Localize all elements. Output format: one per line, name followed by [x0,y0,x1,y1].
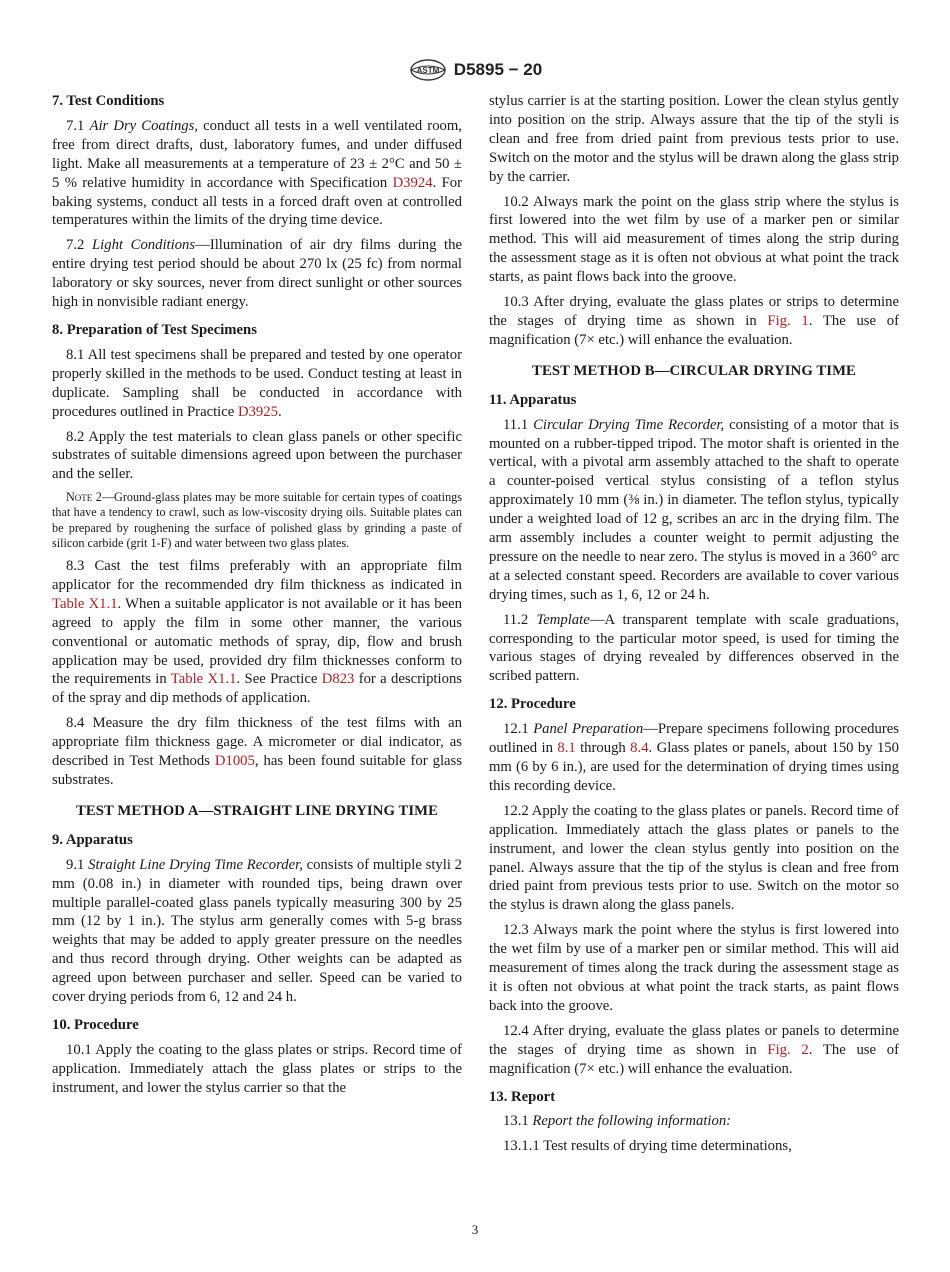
paragraph-12-4: 12.4 After drying, evaluate the glass plates or panels to determine the stages of drying time as shown in Fig. 2. The use of magnification (7× etc.) will enhance the evaluation. [489,1022,899,1077]
paragraph-10-1-continued: stylus carrier is at the starting position. Lower the clean stylus gently into position on the strip. Always assure that the tip of the styli is clean and free from dried paint from previous tests prior to use. Switch on the motor and the stylus will be drawn along the glass strip by the carrier. [489,93,899,185]
ref-d3925-link[interactable]: D3925 [237,403,278,420]
svg-text:ASTM: ASTM [416,66,440,75]
paragraph-12-2: 12.2 Apply the coating to the glass plates or panels. Record time of application. Immediately attach the glass plates or panels to the instrument, and lower the clean stylus gently into position on the panel. Always assure that the tip of the stylus is clean and free from dried paint from previous tests prior to use. Switch on the motor so the stylus is drawn along the glass panels. [489,802,899,914]
paragraph-7-1: 7.1 Air Dry Coatings, conduct all tests in a well ventilated room, free from direct drafts, dust, laboratory fumes, and under diffused light. Make all measurements at a temperature of 23 ± 2°C and 50 ± 5 % relative humidity in accordance with Specification D3924. For baking systems, conduct all tests in a forced draft oven at controlled temperatures within the limits of the drying time device. [52,117,462,229]
section-11-title: 11. Apparatus [489,391,577,408]
paragraph-8-2: 8.2 Apply the test materials to clean glass panels or other specific substrates of suitable dimensions agreed upon between the purchaser and the seller. [52,428,462,483]
right-column [489,92,899,1162]
paragraph-8-4: 8.4 Measure the dry film thickness of the test films with an appropriate film thickness gage. A micrometer or dial indicator, as described in Test Methods D1005, has been found suitable for glass substrates. [52,715,462,788]
section-9-title: 9. Apparatus [52,831,133,848]
paragraph-9-1: 9.1 Straight Line Drying Time Recorder, consists of multiple styli 2 mm (0.08 in.) in diameter with rounded tips, being drawn over multiple parallel-coated glass panels typically measuring 300 by 25 mm (12 by 1 in.). The stylus arm generally comes with 5-g brass weights that may be added to apply greater pressure on the needles and thus record through drying. Other weights can be adapted as agreed upon between purchaser and seller. Speed can be varied to cover drying periods from 6, 12 and 24 h. [52,856,463,1006]
section-10-title: 10. Procedure [52,1016,139,1033]
ref-d3924-link[interactable]: D3924 [392,174,433,191]
ref-8-4-link[interactable]: 8.4 [630,740,649,757]
note-2: Note 2—Ground-glass plates may be more suitable for certain types of coatings that have a tendency to crawl, such as low-viscosity drying oils. Suitable plates can be prepared by roughening the surface of polished glass by grinding a paste of silicon carbide (grit 1-F) and water between two glass plates. [52,490,462,550]
paragraph-11-1: 11.1 Circular Drying Time Recorder, consisting of a motor that is mounted on a rubber-tipped tripod. The motor shaft is oriented in the vertical, with a pivotal arm assembly attached to the shaft to operate a counter-poised vertical stylus consisting of a teflon stylus approximately 10 mm (⅜ in.) in diameter. The teflon stylus, typically under a weighted load of 12 g, scribes an arc in the drying film. The arm assembly includes a counter weight to permit adjusting the pressure on the needle to near zero. The stylus is moved in a 360° arc at a selected constant speed. Recorders are available to cover various drying times, such as 1, 6, 12 or 24 h. [489,416,899,603]
astm-logo-icon [408,58,448,82]
paragraph-7-2: 7.2 Light Conditions—Illumination of air dry films during the entire drying test period should be about 270 lx (25 fc) from normal laboratory or sky sources, never from direct sunlight or other sources high in nonvisible radiant energy. [52,237,462,311]
ref-d1005-link[interactable]: D1005 [214,753,255,770]
ref-table-x1-1-link[interactable]: Table X1.1 [52,595,118,612]
page-number: 3 [471,1222,479,1237]
document-designation: D5895 − 20 [453,60,543,79]
ref-8-1-link[interactable]: 8.1 [557,740,576,757]
paragraph-11-2: 11.2 Template—A transparent template with scale graduations, corresponding to the particular motor speed, is used for timing the various stages of drying revealed by differences observed in the scribed pattern. [489,611,899,685]
paragraph-13-1-1: 13.1.1 Test results of drying time determinations, [503,1138,792,1155]
paragraph-12-1: 12.1 Panel Preparation—Prepare specimens following procedures outlined in 8.1 through 8.4. Glass plates or panels, about 150 by 150 mm (6 by 6 in.), are used for the determination of drying times using this recording device. [489,721,899,794]
left-column [52,92,462,1104]
ref-fig-2-link[interactable]: Fig. 2 [767,1041,809,1058]
test-method-b-title: TEST METHOD B—CIRCULAR DRYING TIME [532,362,856,379]
page-header [0,58,950,82]
section-8-title: 8. Preparation of Test Specimens [52,321,257,338]
paragraph-10-1: 10.1 Apply the coating to the glass plates or strips. Record time of application. Immediately attach the glass plates or strips to the instrument, and lower the stylus carrier so that the [52,1041,462,1096]
ref-table-x1-1-link-2[interactable]: Table X1.1 [170,671,237,688]
ref-fig-1-link[interactable]: Fig. 1 [767,312,809,329]
ref-d823-link[interactable]: D823 [321,671,355,688]
section-13-title: 13. Report [489,1088,556,1105]
test-method-a-title: TEST METHOD A—STRAIGHT LINE DRYING TIME [75,802,439,819]
paragraph-8-1: 8.1 All test specimens shall be prepared and tested by one operator properly skilled in the methods to be used. Conduct testing at least in duplicate. Sampling shall be conducted in accordance with procedures outlined in Practice D3925. [52,346,462,420]
paragraph-13-1: 13.1 Report the following information: [503,1113,732,1130]
paragraph-10-2: 10.2 Always mark the point on the glass strip where the stylus is first lowered into the wet film by use of a marker pen or similar method. This will aid measurement of times along the strip during the assessment stage as it is often not obvious at what point the track starts, as paint flows back into the groove. [489,193,899,286]
paragraph-10-3: 10.3 After drying, evaluate the glass plates or strips to determine the stages of drying time as shown in Fig. 1. The use of magnification (7× etc.) will enhance the evaluation. [489,294,899,348]
section-12-title: 12. Procedure [489,696,576,713]
paragraph-8-3: 8.3 Cast the test films preferably with an appropriate film applicator for the recommended dry film thickness as indicated in Table X1.1. When a suitable applicator is not available or it has been agreed to apply the film in some other manner, the various conventional or automatic methods of spray, dip, flow and brush application may be used, provided dry film thicknesses conform to the requirements in Table X1.1. See Practice D823 for a descriptions of the spray and dip methods of application. [52,558,463,707]
section-7-title: 7. Test Conditions [52,93,165,109]
paragraph-12-3: 12.3 Always mark the point where the stylus is first lowered into the wet film by use of a marker pen or similar method. This will aid measurement of times along the track during the assessment stage as it is often not obvious at what point the track starts, as paint flows back into the groove. [489,922,899,1014]
